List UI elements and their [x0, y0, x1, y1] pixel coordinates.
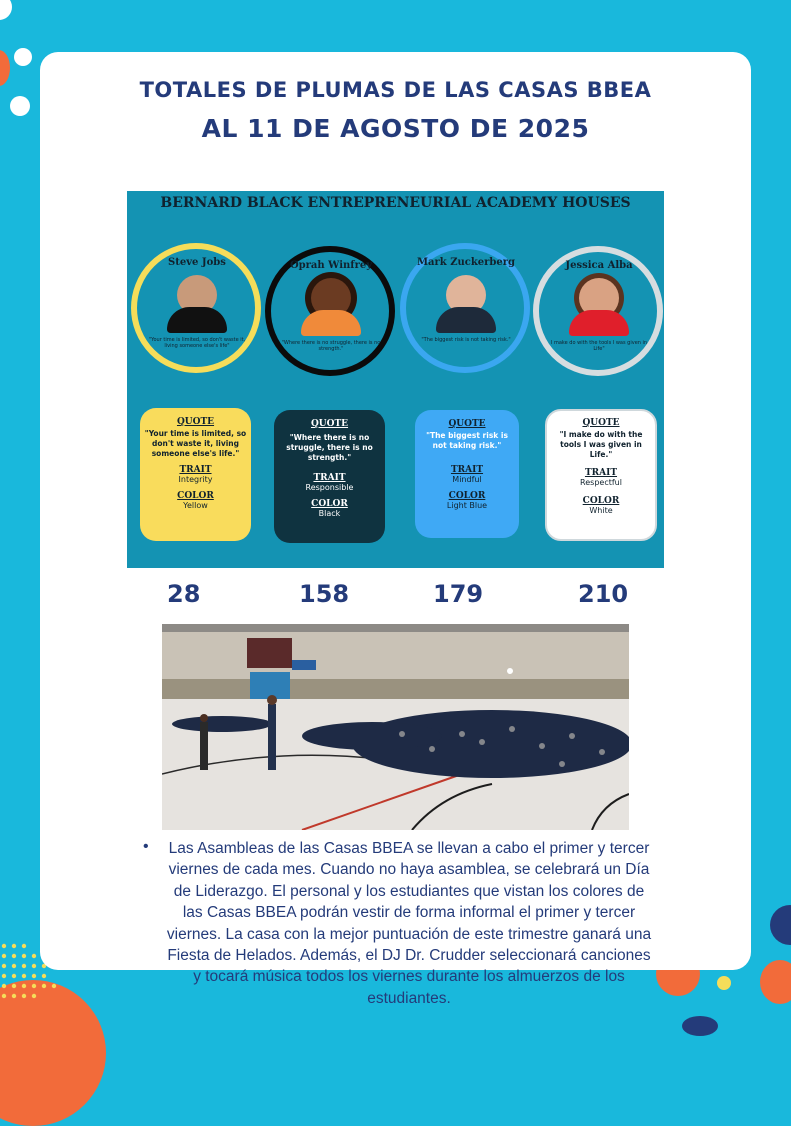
poster-title: BERNARD BLACK ENTREPRENEURIAL ACADEMY HOUSES [160, 195, 631, 211]
assembly-photo [162, 624, 629, 830]
decor-dot [760, 960, 791, 1004]
score-yellow-house: 28 [167, 580, 201, 608]
house-trait: Respectful [580, 478, 622, 487]
house-color: White [589, 506, 613, 515]
color-heading: COLOR [448, 491, 486, 501]
house-name: Steve Jobs [168, 257, 226, 268]
decor-dot [14, 48, 32, 66]
houses-poster [127, 191, 664, 568]
house-card-white [545, 409, 657, 541]
house-quote-small: "Where there is no struggle, there is no strength." [281, 340, 381, 352]
house-card-light-blue [415, 410, 519, 538]
house-trait: Responsible [305, 483, 354, 492]
house-color: Black [318, 509, 341, 518]
house-color: Light Blue [446, 501, 488, 510]
house-quote: "Where there is no struggle, there is no strength." [286, 433, 373, 462]
quote-heading: QUOTE [448, 419, 486, 429]
decor-dot [0, 0, 12, 20]
assembly-paragraph: Las Asambleas de las Casas BBEA se llevan a cabo el primer y tercer viernes de cada mes. Cuando no haya asamblea, se celebrará un Día de Liderazgo. El personal y los estudiantes que vistan los colores de las Casas BBEA podrán vestir de forma informal el primer y tercer viernes. La casa con la mejor puntuación de este trimestre ganará una Fiesta de Helados. Además, el DJ Dr. Crudder seleccionará canciones y tocará música todos los viernes durante los almuerzos de los estudiantes. [166, 840, 652, 1007]
trait-heading: TRAIT [450, 465, 484, 475]
decor-dot [770, 905, 791, 945]
house-quote: "Your time is limited, so don't waste it, living someone else's life." [144, 429, 247, 458]
house-quote-small: I make do with the tools I was given in Life" [550, 340, 648, 352]
score-light-blue-house: 179 [433, 580, 484, 608]
score-black-house: 158 [299, 580, 350, 608]
house-quote-small: "The biggest risk is not taking risk." [421, 337, 511, 343]
color-heading: COLOR [177, 491, 214, 501]
quote-heading: QUOTE [582, 418, 620, 428]
house-card-yellow [140, 408, 251, 541]
house-quote: "The biggest risk is not taking risk." [426, 431, 508, 450]
portrait-body [301, 310, 361, 336]
house-ring-oprah-winfrey [265, 246, 395, 376]
page-subtitle-date: AL 11 DE AGOSTO DE 2025 [201, 114, 590, 143]
color-heading: COLOR [582, 496, 620, 506]
portrait-body [167, 307, 227, 333]
house-trait: Integrity [178, 475, 213, 484]
house-name: Mark Zuckerberg [416, 257, 516, 268]
house-color: Yellow [183, 501, 208, 510]
score-white-house: 210 [578, 580, 629, 608]
house-card-black [274, 410, 385, 543]
page-title: TOTALES DE PLUMAS DE LAS CASAS BBEA [139, 78, 652, 102]
trait-heading: TRAIT [179, 465, 212, 475]
quote-heading: QUOTE [176, 417, 215, 427]
house-quote: "I make do with the tools I was given in Life." [559, 430, 643, 459]
house-ring-jessica-alba [533, 246, 663, 376]
house-ring-steve-jobs [131, 243, 261, 373]
house-quote-small: "Your time is limited, so don't waste it, living someone else's life" [148, 337, 246, 349]
decor-dot [717, 976, 731, 990]
house-trait: Mindful [452, 475, 482, 484]
house-name: Jessica Alba [565, 260, 633, 271]
house-ring-mark-zuckerberg [400, 243, 530, 373]
quote-heading: QUOTE [310, 419, 349, 429]
portrait-body [436, 307, 496, 333]
house-name: Oprah Winfrey [289, 260, 373, 271]
decor-dot [682, 1016, 718, 1036]
bullet-marker: • [143, 838, 149, 855]
trait-heading: TRAIT [584, 468, 618, 478]
trait-heading: TRAIT [313, 473, 346, 483]
color-heading: COLOR [311, 499, 348, 509]
portrait-body [569, 310, 629, 336]
